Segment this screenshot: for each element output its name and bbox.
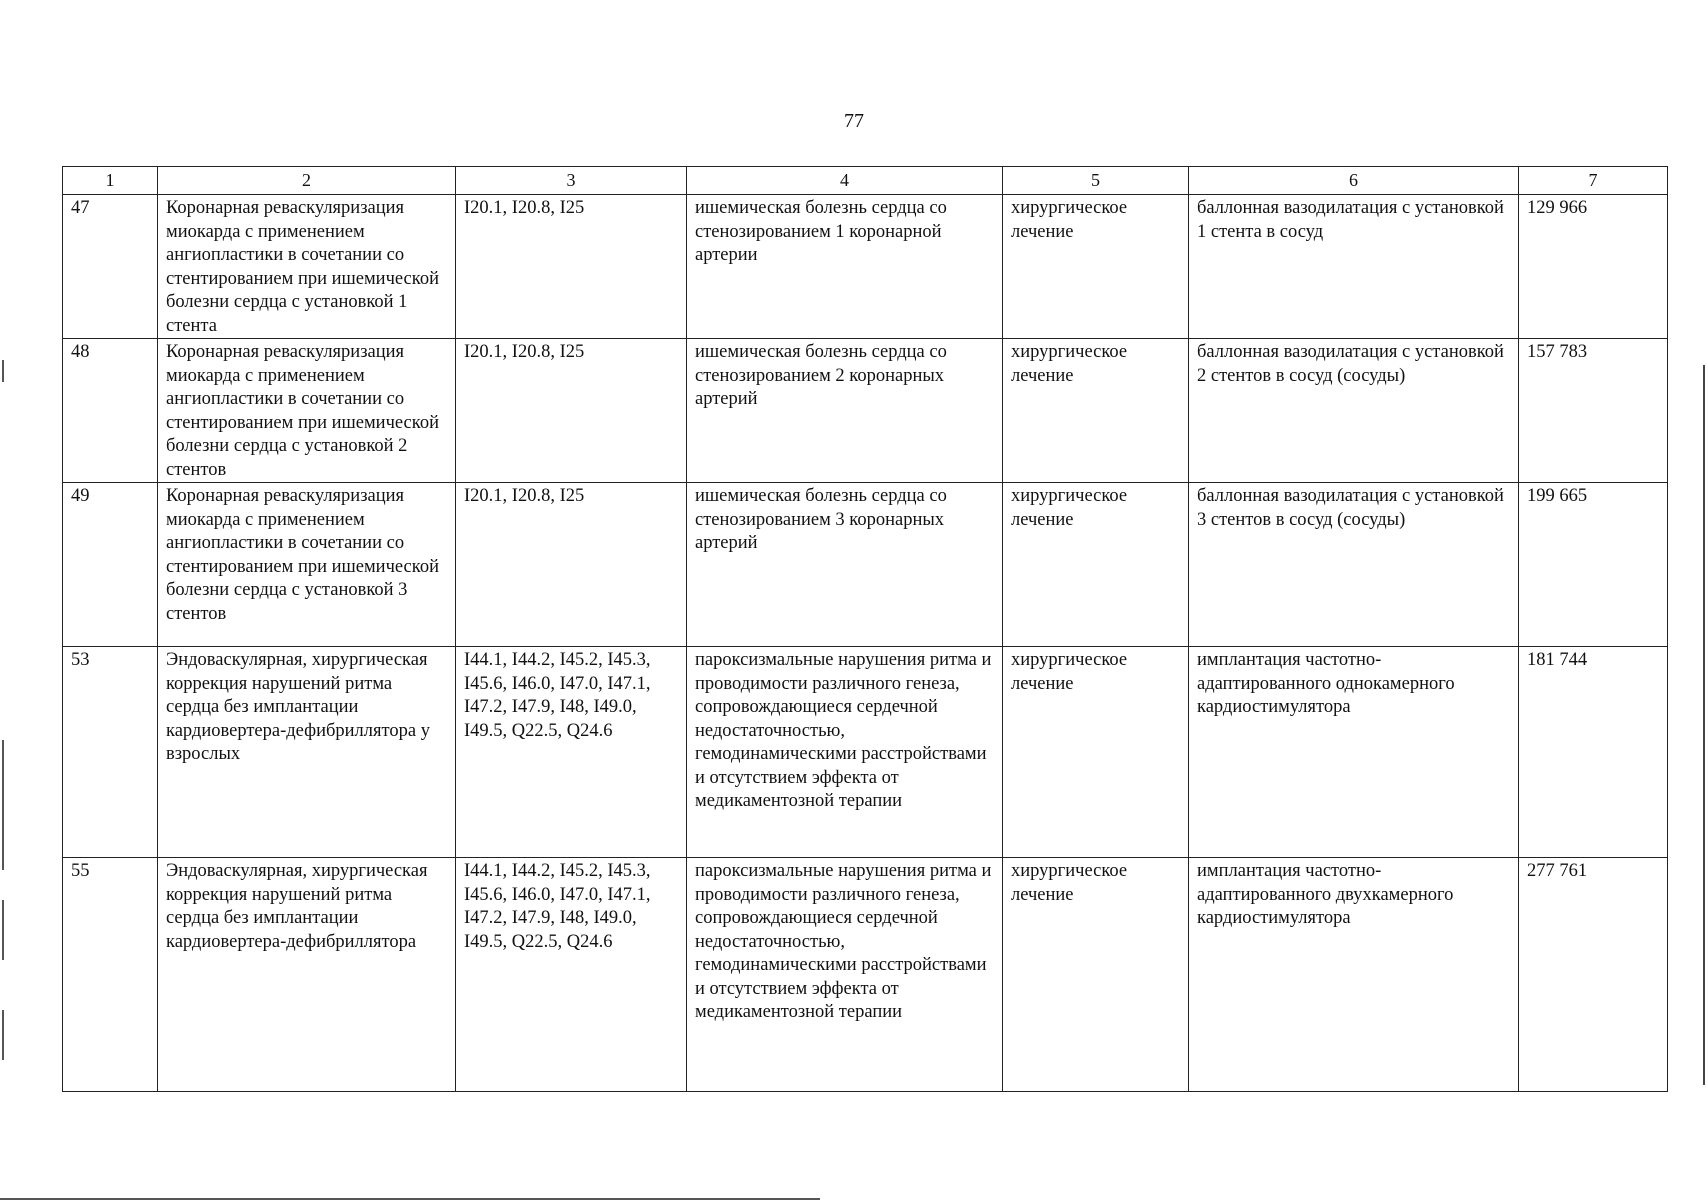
table-header-row xyxy=(63,167,1668,195)
table-row xyxy=(63,858,1668,1092)
treatment-method: имплантация частотно-адаптированного однокамерного кардиостимулятора xyxy=(1189,647,1519,858)
treatment-method: имплантация частотно-адаптированного двухкамерного кардиостимулятора xyxy=(1189,858,1519,1092)
table-row xyxy=(63,195,1668,339)
patient-model: ишемическая болезнь сердца со стенозированием 3 коронарных артерий xyxy=(687,483,1003,647)
column-header: 3 xyxy=(456,167,687,195)
procedure-name: Эндоваскулярная, хирургическая коррекция нарушений ритма сердца без имплантации кардиовертера-дефибриллятора xyxy=(158,858,456,1092)
row-number: 48 xyxy=(63,339,158,483)
treatment-method: баллонная вазодилатация с установкой 1 стента в сосуд xyxy=(1189,195,1519,339)
column-header: 6 xyxy=(1189,167,1519,195)
procedure-name: Коронарная реваскуляризация миокарда с применением ангиопластики в сочетании со стентированием при ишемической болезни сердца с установкой 2 стентов xyxy=(158,339,456,483)
scan-margin-mark xyxy=(2,740,4,870)
column-header: 5 xyxy=(1003,167,1189,195)
column-header: 1 xyxy=(63,167,158,195)
procedure-name: Коронарная реваскуляризация миокарда с применением ангиопластики в сочетании со стентированием при ишемической болезни сердца с установкой 1 стента xyxy=(158,195,456,339)
row-number: 53 xyxy=(63,647,158,858)
icd-codes: I44.1, I44.2, I45.2, I45.3, I45.6, I46.0, I47.0, I47.1, I47.2, I47.9, I48, I49.0, I49.5, Q22.5, Q24.6 xyxy=(456,647,687,858)
column-header: 7 xyxy=(1519,167,1668,195)
treatment-type: хирургическое лечение xyxy=(1003,647,1189,858)
scan-bottom-rule xyxy=(0,1198,820,1200)
row-number: 55 xyxy=(63,858,158,1092)
patient-model: пароксизмальные нарушения ритма и проводимости различного генеза, сопровождающиеся сердечной недостаточностью, гемодинамическими расстройствами и отсутствием эффекта от медикаментозной терапии xyxy=(687,647,1003,858)
icd-codes: I20.1, I20.8, I25 xyxy=(456,339,687,483)
cost-value: 277 761 xyxy=(1519,858,1668,1092)
icd-codes: I20.1, I20.8, I25 xyxy=(456,483,687,647)
treatment-method: баллонная вазодилатация с установкой 2 стентов в сосуд (сосуды) xyxy=(1189,339,1519,483)
cost-value: 157 783 xyxy=(1519,339,1668,483)
treatment-type: хирургическое лечение xyxy=(1003,339,1189,483)
procedure-name: Коронарная реваскуляризация миокарда с применением ангиопластики в сочетании со стентированием при ишемической болезни сердца с установкой 3 стентов xyxy=(158,483,456,647)
procedures-table xyxy=(62,166,1668,1092)
scan-margin-mark xyxy=(2,360,4,382)
column-header: 4 xyxy=(687,167,1003,195)
column-header: 2 xyxy=(158,167,456,195)
icd-codes: I44.1, I44.2, I45.2, I45.3, I45.6, I46.0, I47.0, I47.1, I47.2, I47.9, I48, I49.0, I49.5, Q22.5, Q24.6 xyxy=(456,858,687,1092)
table-row xyxy=(63,339,1668,483)
page-number: 77 xyxy=(844,110,864,132)
scan-margin-mark xyxy=(2,1010,4,1060)
treatment-type: хирургическое лечение xyxy=(1003,483,1189,647)
treatment-method: баллонная вазодилатация с установкой 3 стентов в сосуд (сосуды) xyxy=(1189,483,1519,647)
table-row xyxy=(63,647,1668,858)
cost-value: 199 665 xyxy=(1519,483,1668,647)
scan-edge-mark xyxy=(1703,365,1705,1085)
patient-model: пароксизмальные нарушения ритма и проводимости различного генеза, сопровождающиеся сердечной недостаточностью, гемодинамическими расстройствами и отсутствием эффекта от медикаментозной терапии xyxy=(687,858,1003,1092)
patient-model: ишемическая болезнь сердца со стенозированием 2 коронарных артерий xyxy=(687,339,1003,483)
table-row xyxy=(63,483,1668,647)
treatment-type: хирургическое лечение xyxy=(1003,858,1189,1092)
patient-model: ишемическая болезнь сердца со стенозированием 1 коронарной артерии xyxy=(687,195,1003,339)
treatment-type: хирургическое лечение xyxy=(1003,195,1189,339)
procedure-name: Эндоваскулярная, хирургическая коррекция нарушений ритма сердца без имплантации кардиовертера-дефибриллятора у взрослых xyxy=(158,647,456,858)
cost-value: 129 966 xyxy=(1519,195,1668,339)
icd-codes: I20.1, I20.8, I25 xyxy=(456,195,687,339)
cost-value: 181 744 xyxy=(1519,647,1668,858)
scan-margin-mark xyxy=(2,900,4,960)
row-number: 47 xyxy=(63,195,158,339)
row-number: 49 xyxy=(63,483,158,647)
